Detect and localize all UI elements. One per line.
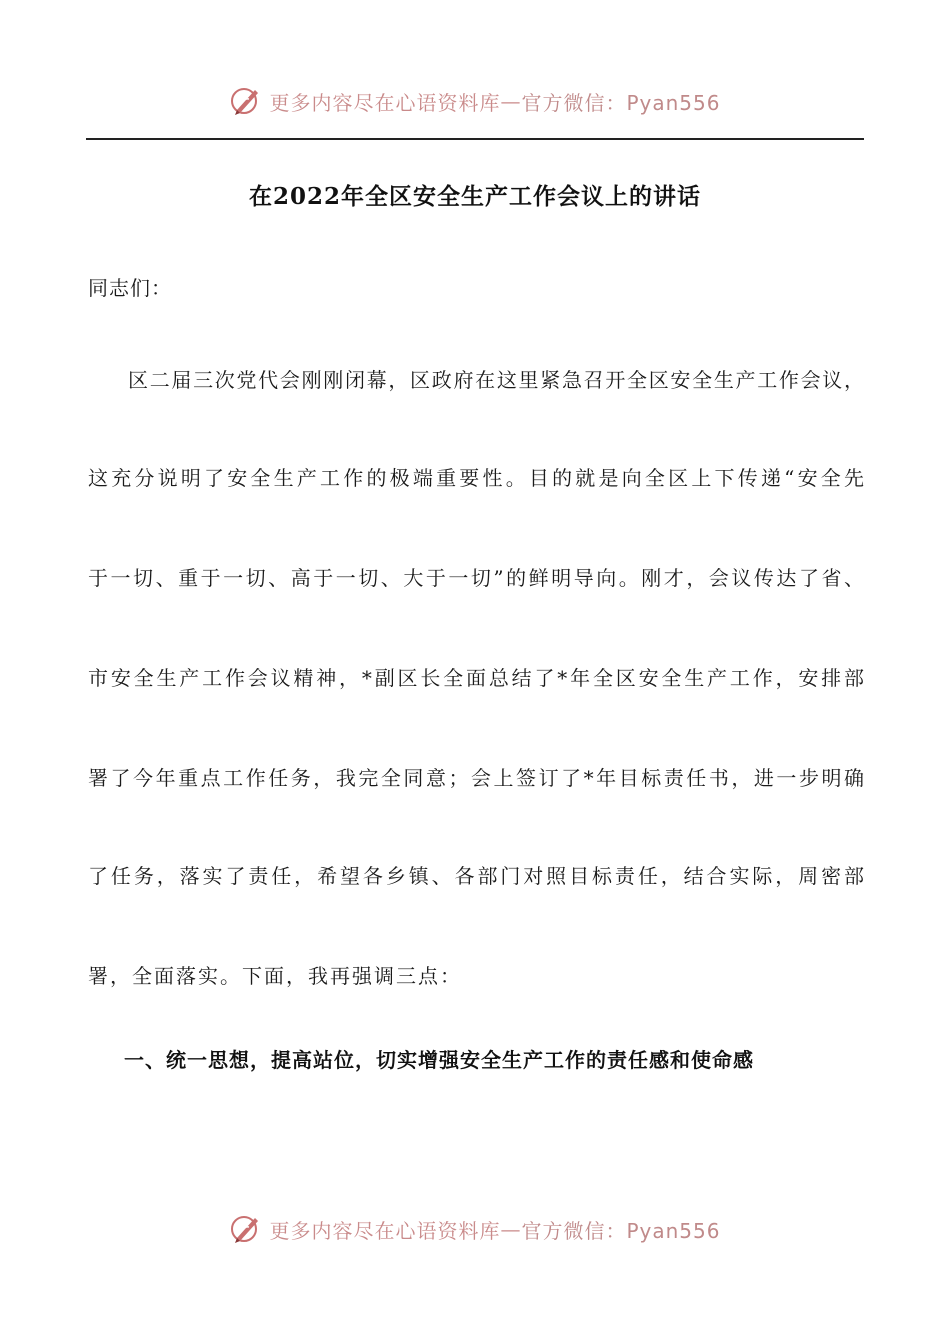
watermark-footer [0,1212,950,1246]
watermark-brand: 更多内容尽在心语资料库 [269,1218,501,1243]
paragraph-line: 区二届三次党代会刚刚闭幕，区政府在这里紧急召开全区安全生产工作会议， [128,368,864,392]
pen-logo-icon [229,1212,263,1246]
paragraph-line: 了任务，落实了责任，希望各乡镇、各部门对照目标责任，结合实际，周密部 [88,864,864,888]
paragraph-line: 市安全生产工作会议精神，*副区长全面总结了*年全区安全生产工作，安排部 [88,666,864,690]
salutation: 同志们： [88,276,172,300]
paragraph-line: 这充分说明了安全生产工作的极端重要性。目的就是向全区上下传递“安全先 [88,466,864,490]
watermark-header [0,84,950,118]
paragraph-line: 署了今年重点工作任务，我完全同意；会上签订了*年目标责任书，进一步明确 [88,766,864,790]
watermark-dash: — [500,89,522,113]
watermark-contact: 官方微信：Pyan556 [521,1218,721,1243]
page-title: 在2022年全区安全生产工作会议上的讲话 [248,183,701,210]
watermark-contact: 官方微信：Pyan556 [521,90,721,115]
paragraph-line: 署，全面落实。下面，我再强调三点： [88,964,462,988]
paragraph-line: 于一切、重于一切、高于一切、大于一切”的鲜明导向。刚才，会议传达了省、 [88,566,864,590]
pen-logo-icon [229,84,263,118]
section-heading: 一、统一思想，提高站位，切实增强安全生产工作的责任感和使命感 [124,1048,754,1072]
header-divider [86,138,864,140]
watermark-brand: 更多内容尽在心语资料库 [269,90,501,115]
watermark-dash: — [500,1217,522,1241]
